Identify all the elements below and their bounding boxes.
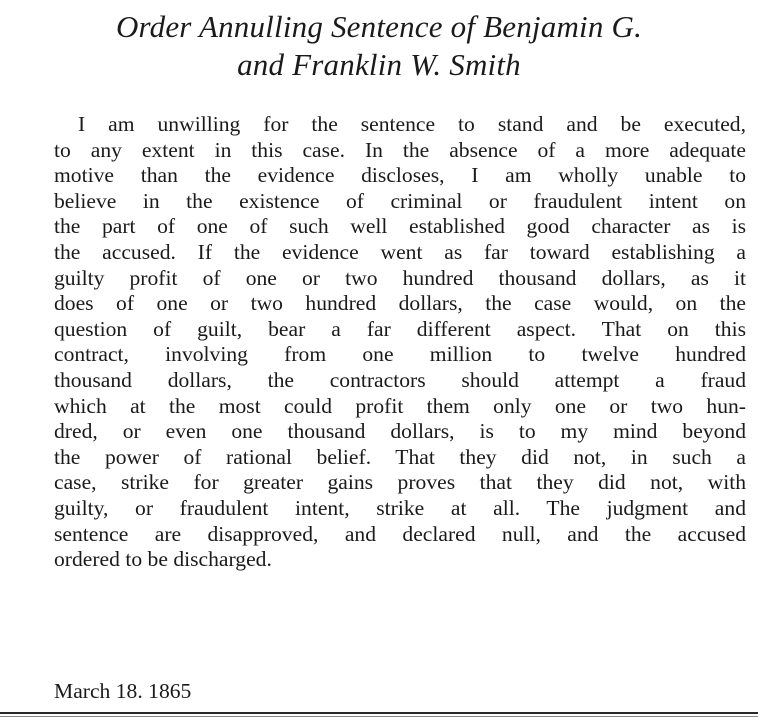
body-line: motive than the evidence discloses, I am wholly unable to [54,163,746,188]
bottom-rule-thin [0,716,758,717]
bottom-rule [0,712,758,714]
body-line: I am unwilling for the sentence to stand and be executed, [78,112,746,136]
body-line: guilty, or fraudulent intent, strike at all. The judgment and [54,495,746,520]
document-date: March 18. 1865 [54,679,192,703]
body-line: sentence are disapproved, and declared null, and the accused [54,521,746,546]
body-line: believe in the existence of criminal or fraudulent intent on [54,188,746,213]
title-line-1: Order Annulling Sentence of Benjamin G. [115,9,643,44]
document-title [0,8,758,84]
body-line: contract, involving from one million to twelve hundred [54,342,746,367]
body-line: ordered to be discharged. [54,547,272,572]
body-line: the part of one of such well established good character as is [54,214,746,239]
body-line: guilty profit of one or two hundred thousand dollars, as it [54,265,746,290]
body-line: case, strike for greater gains proves that they did not, with [54,470,746,495]
body-line: dred, or even one thousand dollars, is to my mind beyond [54,419,746,444]
body-line: thousand dollars, the contractors should attempt a fraud [54,367,746,392]
body-line: question of guilt, bear a far different aspect. That on this [54,316,746,341]
body-paragraph [54,112,746,573]
body-line: to any extent in this case. In the absence of a more adequate [54,137,746,162]
body-line: does of one or two hundred dollars, the case would, on the [54,291,746,316]
body-line: which at the most could profit them only one or two hun- [54,393,746,418]
body-line: the power of rational belief. That they did not, in such a [54,444,746,469]
body-line: the accused. If the evidence went as far toward establishing a [54,239,746,264]
title-line-2: and Franklin W. Smith [237,47,521,82]
